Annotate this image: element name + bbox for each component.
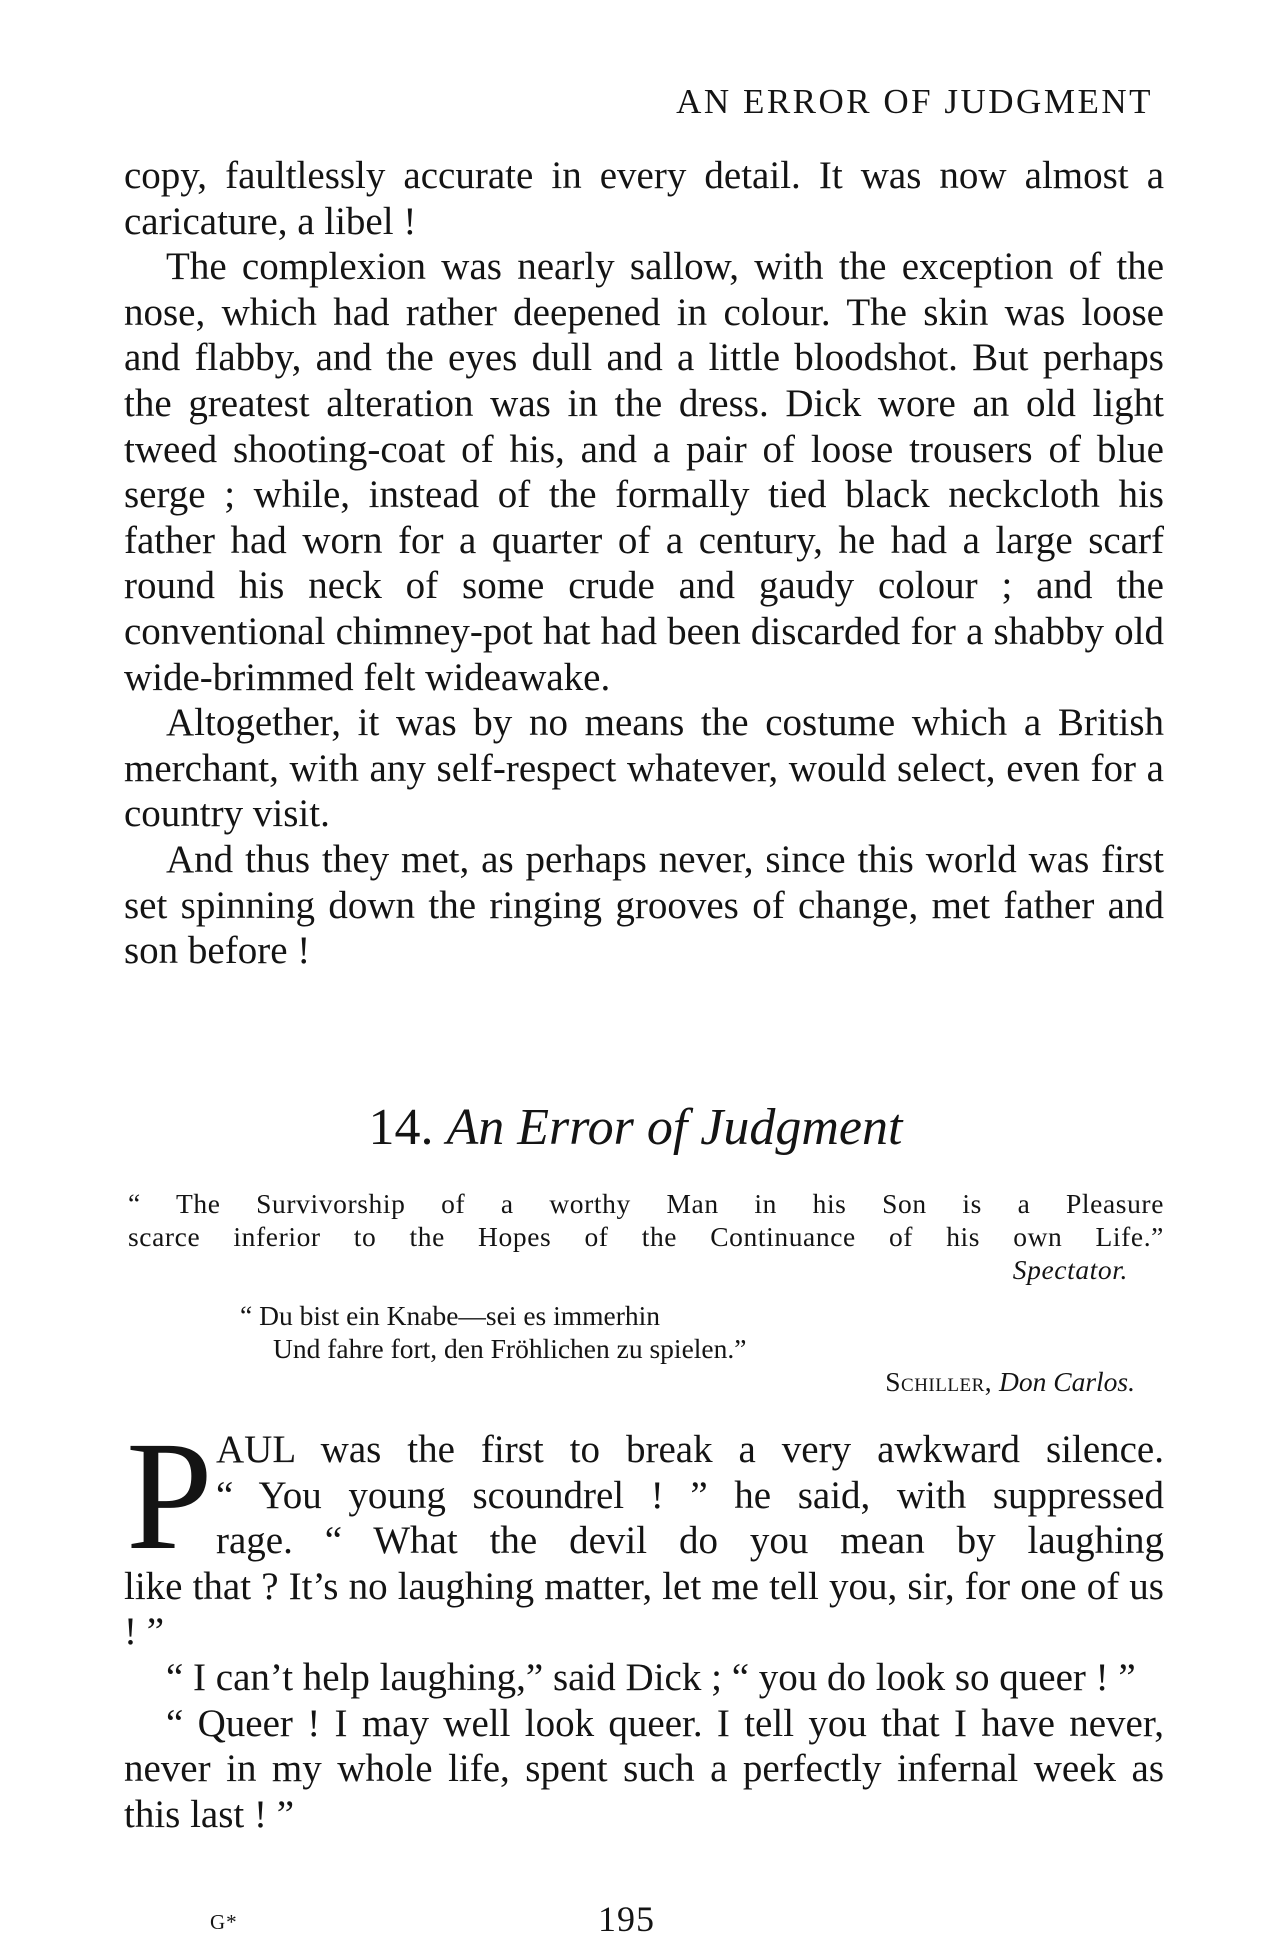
running-head: AN ERROR OF JUDGMENT — [676, 82, 1153, 121]
body-text-bottom — [124, 1427, 1164, 1837]
paragraph: like that ? It’s no laughing matter, let me tell you, sir, for one of us ! ” — [124, 1564, 1164, 1654]
paragraph-line: rage. “ What the devil do you mean by laughing — [216, 1519, 1164, 1563]
epigraph-schiller — [240, 1299, 1140, 1398]
paragraph-line: AUL was the first to break a very awkward silence. — [216, 1428, 1164, 1471]
paragraph: The complexion was nearly sallow, with the exception of the nose, which had rather deepened in colour. The skin was loose and flabby, and the eyes dull and a little bloodshot. But perhaps the greatest alteration was in the dress. Dick wore an old light tweed shooting-coat of his, and a pair of loose trousers of blue serge ; while, instead of the formally tied black neckcloth his father had worn for a quarter of a century, he had a large scarf round his neck of some crude and gaudy colour ; and the conventional chimney-pot hat had been discarded for a shabby old wide-brimmed felt wideawake. — [124, 245, 1164, 699]
paragraph: copy, faultlessly accurate in every detail. It was now almost a caricature, a libel ! — [124, 154, 1164, 243]
page-number: 195 — [598, 1899, 655, 1939]
epigraph-line: “ Du bist ein Knabe—sei es immerhin — [240, 1300, 661, 1331]
chapter-title: An Error of Judgment — [446, 1099, 903, 1156]
paragraph: “ I can’t help laughing,” said Dick ; “ you do look so queer ! ” — [166, 1655, 1136, 1699]
drop-cap: P — [126, 1409, 213, 1582]
signature-mark: G* — [210, 1910, 238, 1934]
epigraph-line: Und fahre fort, den Fröhlichen zu spielen.” — [273, 1333, 747, 1364]
paragraph: Altogether, it was by no means the costume which a British merchant, with any self-respect whatever, would select, even for a country visit. — [124, 701, 1164, 836]
epigraph-source: Spectator. — [1012, 1254, 1128, 1285]
paragraph: “ Queer ! I may well look queer. I tell you that I have never, never in my whole life, spent such a perfectly infernal week as this last ! ” — [124, 1701, 1164, 1836]
chapter-number: 14. — [368, 1099, 434, 1156]
paragraph-line: “ You young scoundrel ! ” he said, with suppressed — [216, 1473, 1164, 1517]
chapter-heading — [0, 1099, 1271, 1156]
paragraph: And thus they met, as perhaps never, since this world was first set spinning down the ringing grooves of change, met father and son before ! — [124, 837, 1164, 973]
epigraph-author: Schiller, — [885, 1366, 993, 1397]
epigraph-line: scarce inferior to the Hopes of the Continuance of his own Life.” — [128, 1221, 1164, 1252]
epigraph-spectator — [128, 1187, 1164, 1286]
epigraph-line: “ The Survivorship of a worthy Man in his Son is a Pleasure — [128, 1188, 1164, 1219]
epigraph-work: Don Carlos. — [999, 1366, 1135, 1397]
epigraph-source — [240, 1365, 1140, 1398]
body-text-top — [124, 153, 1164, 974]
